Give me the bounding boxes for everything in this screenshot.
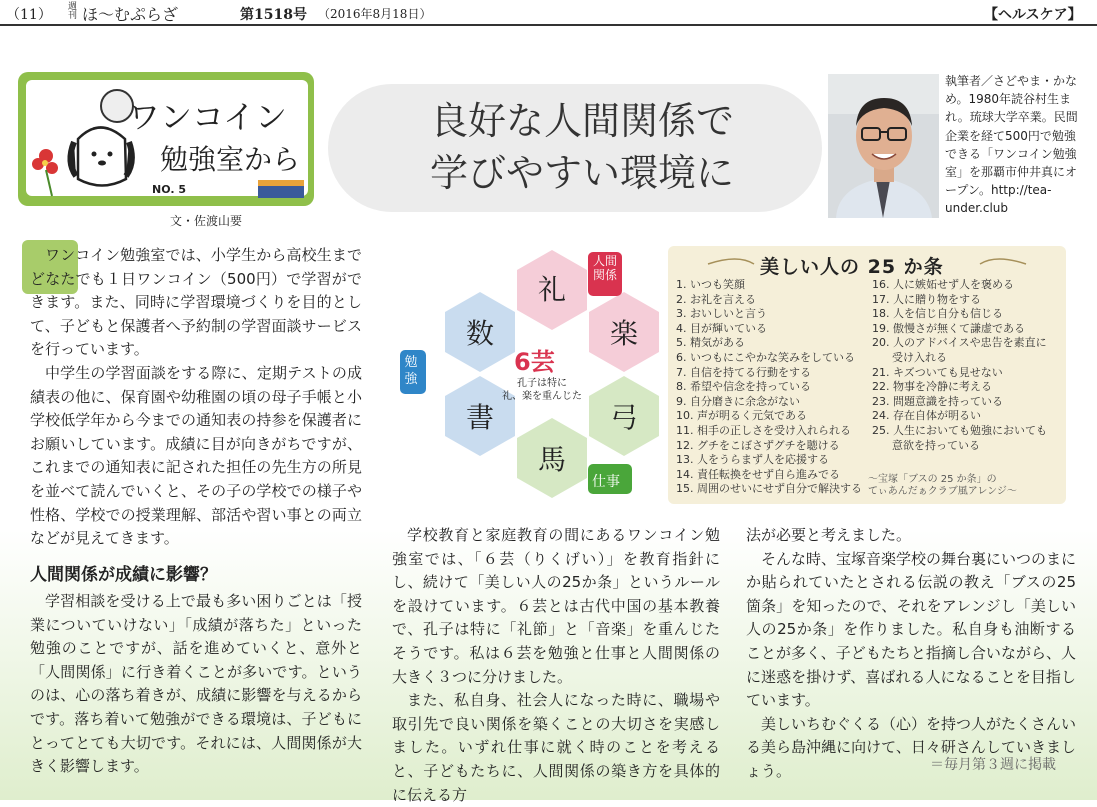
rule-item: 19. 傲慢さが無くて謙虚である bbox=[872, 321, 1025, 335]
page-number: （11） bbox=[6, 7, 52, 23]
six-arts-caption-line1: 孔子は特に bbox=[517, 378, 567, 389]
column-logo-title-line2: 勉強室から bbox=[160, 143, 301, 176]
rules-title: 美しい人の 25 か条 bbox=[760, 256, 944, 278]
rules-list-left bbox=[676, 278, 862, 497]
subheading: 人間関係が成績に影響？ bbox=[30, 565, 217, 585]
bowl-icon bbox=[256, 178, 306, 200]
body-column-3 bbox=[746, 524, 1076, 784]
article-title bbox=[430, 95, 734, 199]
body-paragraph: ワンコイン勉強室では、小学生から高校生までどなたでも１日ワンコイン（500円）で学習ができます。また、同時に学習環境づくりを目的として、子どもと保護者へ予約制の学習面談サービスを行っています。 bbox=[30, 246, 362, 359]
body-column-1-continued bbox=[30, 590, 362, 779]
rule-item: 24. 存在自体が明るい bbox=[872, 409, 981, 423]
rule-item: 意欲を持っている bbox=[892, 438, 980, 452]
byline: 文・佐渡山要 bbox=[170, 214, 243, 228]
page-header bbox=[0, 0, 1097, 26]
tag-ningenkankei: 人間関係 bbox=[592, 254, 617, 282]
art-gaku: 楽 bbox=[610, 317, 639, 350]
rule-item: 15. 周囲のせいにせず自分で解決する bbox=[676, 482, 862, 496]
body-paragraph: また、私自身、社会人になった時に、職場や取引先で良い関係を築くことの大切さを実感しました。いずれ仕事に就く時のことを考えると、子どもたちに、人間関係の築き方を具体的に伝える方 bbox=[392, 691, 720, 804]
rules-credit bbox=[868, 474, 1017, 498]
title-line1: 良好な人間関係で bbox=[430, 99, 735, 143]
tag-benkyo: 勉強 bbox=[404, 355, 418, 387]
six-arts-center-title: 6芸 bbox=[514, 348, 555, 376]
rule-item: 4. 目が輝いている bbox=[676, 321, 767, 335]
rule-item: 6. いつもにこやかな笑みをしている bbox=[676, 350, 855, 364]
rule-item: 10. 声が明るく元気である bbox=[676, 409, 807, 423]
rule-item: 25. 人生においても勉強においても bbox=[872, 423, 1047, 437]
rule-item: 12. グチをこぼさずグチを聴ける bbox=[676, 438, 840, 452]
body-column-1 bbox=[30, 244, 362, 551]
rule-item: 18. 人を信じ自分も信じる bbox=[872, 307, 1003, 321]
art-sho: 書 bbox=[466, 401, 495, 434]
tag-shigoto: 仕事 bbox=[592, 474, 620, 490]
rule-item: 16. 人に嫉妬せず人を褒める bbox=[872, 278, 1014, 291]
issue-date: （2016年8月18日） bbox=[318, 7, 432, 21]
rules-credit-line2: てぃあんだぁクラブ風アレンジ～ bbox=[868, 486, 1017, 497]
rule-item: 20. 人のアドバイスや忠告を素直に bbox=[872, 336, 1047, 350]
art-su: 数 bbox=[466, 317, 495, 350]
section-label: 【ヘルスケア】 bbox=[984, 7, 1082, 23]
rule-item: 11. 相手の正しさを受け入れられる bbox=[676, 423, 851, 437]
body-paragraph: 学校教育と家庭教育の間にあるワンコイン勉強室では、「６芸（りくげい）」を教育指針にし、続けて「美しい人の25か条」というルールを設けています。６芸とは古代中国の基本教養で、孔子は特に「礼節」と「音楽」を重んじたそうです。私は６芸を勉強と仕事と人間関係の大きく３つに分けました。 bbox=[392, 526, 720, 686]
body-paragraph: 美しいちむぐくる（心）を持つ人がたくさんいる美ら島沖縄に向けて、日々研さんしていきましょう。 bbox=[746, 714, 1077, 780]
body-paragraph: 学習相談を受ける上で最も多い困りごとは「授業についていけない」「成績が落ちた」といった勉強のことですが、話を進めていくと、意外と「人間関係」に行き着くことが多いです。というのは、心の落ち着きが、成績に影響を与えるからです。落ち着いて勉強ができる環境は、子どもにとってとても大切です。それには、人間関係が大きく影響します。 bbox=[30, 592, 362, 776]
title-line2: 学びやすい環境に bbox=[430, 151, 735, 195]
author-photo bbox=[828, 74, 939, 218]
body-paragraph: 中学生の学習面談をする際に、定期テストの成績表の他に、保育園や幼稚園の頃の母子手帳と小学校低学年から今までの通知表の持参を保護者にお願いしています。成績に目が向きがちですが、これまでの通知表に記された担任の先生方の所見を並べて読んでいくと、その子の学校での様子や性格、学校での授業理解、部活や習い事との両立などが見えてきます。 bbox=[30, 363, 362, 548]
rule-item: 7. 自信を持てる行動をする bbox=[676, 365, 811, 379]
rule-item: 9. 自分磨きに余念がない bbox=[676, 394, 800, 408]
rule-item: 8. 希望や信念を持っている bbox=[676, 380, 811, 394]
rule-item: 14. 責任転換をせず自ら進みでる bbox=[676, 467, 840, 481]
author-portrait-image bbox=[828, 74, 939, 218]
column-logo-title-line1: ワンコイン bbox=[128, 98, 288, 136]
rule-item: 13. 人をうらまず人を応援する bbox=[676, 453, 829, 467]
body-column-2 bbox=[392, 524, 720, 807]
art-ba: 馬 bbox=[538, 443, 567, 476]
rule-item: 2. お礼を言える bbox=[676, 292, 756, 306]
body-paragraph: 法が必要と考えました。 bbox=[746, 526, 912, 544]
author-bio: 執筆者／さどやま・かなめ。1980年読谷村生まれ。琉球大学卒業。民間企業を経て500円で勉強できる「ワンコイン勉強室」を那覇市仲井真にオープン。http://tea-under.club bbox=[945, 74, 1078, 216]
body-paragraph: そんな時、宝塚音楽学校の舞台裏にいつのまにか貼られていたとされる伝説の教え「ブスの25箇条」を知ったので、それをアレンジし「美しい人の25か条」を作りました。私自身も油断することが多く、子どもたちと指摘し合いながら、人に迷惑を掛けず、喜ばれる人になることを目指しています。 bbox=[746, 549, 1077, 710]
publication-note: ＝毎月第３週に掲載 bbox=[930, 757, 1056, 773]
rule-item: 23. 問題意識を持っている bbox=[872, 394, 1003, 408]
rule-item: 21. キズついても見せない bbox=[872, 365, 1003, 379]
art-rei: 礼 bbox=[538, 273, 567, 306]
six-arts-caption-line2: 礼、楽を重んじた bbox=[502, 391, 582, 402]
art-kyu: 弓 bbox=[610, 401, 639, 434]
weekly-mark: 週刊 bbox=[68, 2, 78, 21]
rule-item: 22. 物事を冷静に考える bbox=[872, 380, 992, 394]
rules-credit-line1: ～宝塚「ブスの 25 か条」の bbox=[868, 474, 997, 485]
rule-item: 1. いつも笑顔 bbox=[676, 278, 745, 291]
paper-name: ほ～むぷらざ bbox=[82, 5, 179, 24]
rule-item: 5. 精気がある bbox=[676, 336, 745, 350]
rules-list-right bbox=[872, 278, 1047, 453]
issue-number: 第1518号 bbox=[240, 7, 307, 23]
rule-item: 受け入れる bbox=[892, 350, 947, 364]
rule-item: 17. 人に贈り物をする bbox=[872, 292, 981, 306]
rule-item: 3. おいしいと言う bbox=[676, 307, 767, 321]
column-number: NO. 5 bbox=[152, 183, 186, 196]
